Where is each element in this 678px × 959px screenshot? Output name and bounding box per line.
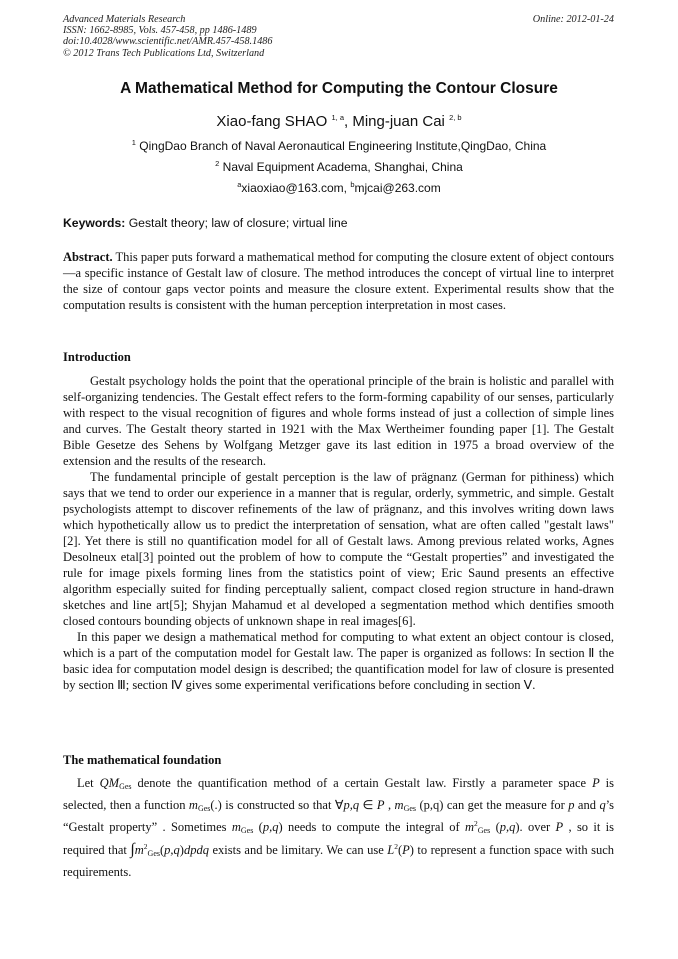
abstract (63, 249, 614, 313)
email-line (0, 181, 678, 195)
introduction-body (63, 373, 614, 693)
abstract-text: This paper puts forward a mathematical method for computing the closure extent of object contours—a specific instance of Gestalt law of closure. The method introduces the concept of virtual line to interpret the size of contour gaps vector points and measure the closure extent. Experimental results show that the computation results is consistent with the human perception interpretation in most cases. (63, 250, 615, 312)
email-b-sup: b (350, 180, 355, 189)
keywords-text: Gestalt theory; law of closure; virtual line (128, 216, 348, 230)
online-date: Online: 2012-01-24 (532, 14, 614, 25)
keywords-label: Keywords: (63, 216, 126, 230)
abstract-label: Abstract. (63, 250, 113, 264)
doi-line: doi:10.4028/www.scientific.net/AMR.457-458.1486 (63, 36, 273, 48)
intro-paragraph-3: In this paper we design a mathematical method for computing to what extent an object contour is closed, which is a part of the computation model for Gestalt law. The paper is organized as follows: In section Ⅱ the basic idea for computation model design is described; the quantification model for law of closure is presented by section Ⅲ; section Ⅳ gives some experimental verifications before concluding in section Ⅴ. (63, 630, 614, 692)
integral-sign: ∫ (130, 840, 135, 858)
math-heading: The mathematical foundation (63, 753, 222, 767)
email-b: mjcai@263.com (354, 181, 441, 195)
issn-line: ISSN: 1662-8985, Vols. 457-458, pp 1486-1489 (63, 25, 257, 37)
author-2-name: Ming-juan Cai (352, 113, 445, 130)
intro-paragraph-2: The fundamental principle of gestalt perception is the law of prägnanz (German for pithiness) which says that we tend to order our experience in a manner that is regular, orderly, symmetric, and simple. Gestalt psychologists attempt to discover refinements of the law of prägnanz, and this involves writing down laws which hypothetically allow us to predict the interpretation of sensation, what are often called "gestalt laws"[2]. Yet there is still no quantification model for all of Gestalt laws. Among previous related works, Agnes Desolneux etal[3] pointed out the problem of how to compute the “Gestalt properties” and investigated the rule for image pixels forming lines from the statistics point of view; Eric Saund presents an effective algorithm especially suited for finding perceptually salient, compact closed region structure in hand-drawn sketches and line art[5]; Shyjan Mahamud et al developed a segmentation method which dentifies smooth closed contours bounding objects of unknown shape in real images[6]. (63, 470, 614, 628)
aff-2-text: Naval Equipment Academa, Shanghai, China (222, 160, 463, 174)
paper-title: A Mathematical Method for Computing the Contour Closure (120, 80, 558, 97)
affiliation-2 (0, 160, 678, 174)
author-1-sup: 1, a (331, 113, 344, 122)
copyright-line: © 2012 Trans Tech Publications Ltd, Switzerland (63, 47, 265, 59)
aff-2-sup: 2 (215, 159, 220, 168)
math-body (63, 774, 614, 881)
email-a-sup: a (237, 180, 242, 189)
journal-header (63, 14, 272, 59)
math-paragraph: Let $QM_{Ges}$ denote the quantification method of a certain Gestalt law. Firstly a parameter space P is selected, then a function $m_{Ges}(.)$ is constructed so that ∀p,q ∈ P , $m_{Ges}$ (p,q) can get the measure for p and q’s “Gestalt property” . Sometimes $m_{Ges}$ (p,q) needs to compute the integral of $m^2_{Ges}$ (p,q). over P , so it is required that $\int m^2_{Ges}(p,q)dpdq$ exists and be limitary. We can use $L^2(P)$ to represent a function space with such requirements. (63, 776, 615, 879)
journal-name: Advanced Materials Research (63, 14, 186, 25)
author-1-name: Xiao-fang SHAO (216, 113, 328, 130)
author-2-sup: 2, b (449, 113, 462, 122)
intro-paragraph-1: Gestalt psychology holds the point that the operational principle of the brain is holistic and parallel with self-organizing tendencies. The Gestalt effect refers to the form-forming capability of our senses, particularly with respect to the visual recognition of figures and whole forms instead of just a collection of simple lines and curves. The Gestalt theory started in 1921 with the Max Wertheimer founding paper [1]. The Gestalt Bible Gesetze des Sehens by Wolfgang Metzger gave its last edition in 1975 a broad overview of the extension and the results of the research. (63, 374, 614, 468)
aff-1-text: QingDao Branch of Naval Aeronautical Engineering Institute,QingDao, China (139, 139, 547, 153)
author-line: Xiao-fang SHAO $^{1, a}$, Ming-juan Cai $^{2, b}$ (216, 113, 462, 130)
affiliation-1 (0, 139, 678, 153)
email-a: xiaoxiao@163.com, (241, 181, 347, 195)
aff-1-sup: 1 (131, 138, 136, 147)
keywords (63, 216, 348, 230)
introduction-heading: Introduction (63, 350, 131, 364)
